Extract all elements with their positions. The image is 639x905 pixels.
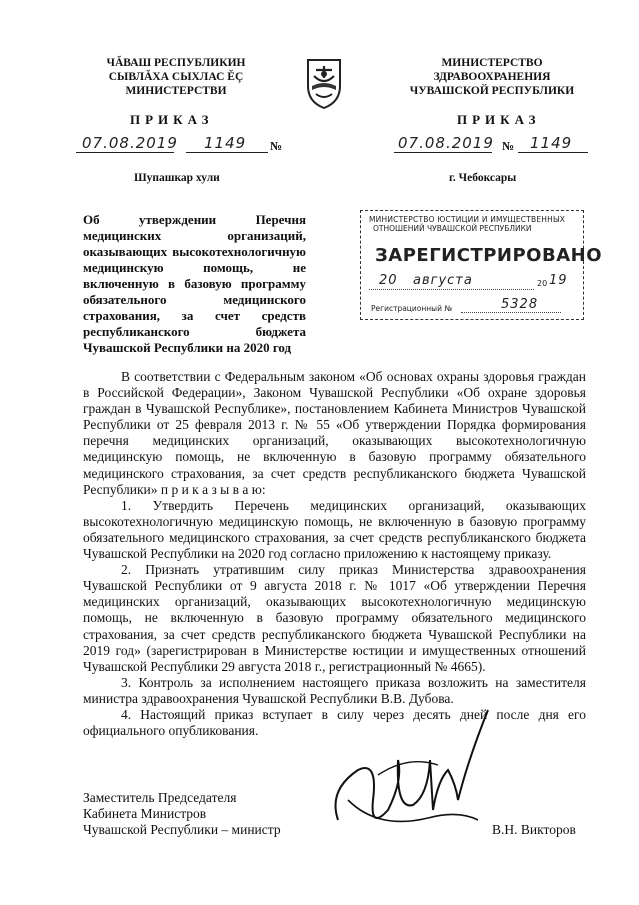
header-left-org xyxy=(78,56,274,98)
header-right-line: ЧУВАШСКОЙ РЕСПУБЛИКИ xyxy=(409,85,575,97)
stamp-org-line: МИНИСТЕРСТВО ЮСТИЦИИ И ИМУЩЕСТВЕННЫХ xyxy=(369,215,566,224)
stamp-reg-number: 5328 xyxy=(501,297,539,312)
date-left: 07.08.2019 xyxy=(82,134,178,152)
signatory-line: Заместитель Председателя xyxy=(83,790,237,805)
document-body xyxy=(83,369,586,739)
signatory-line: Чувашской Республики – министр xyxy=(83,822,281,837)
doc-type-right: ПРИКАЗ xyxy=(457,112,541,127)
date-number-right xyxy=(394,134,604,156)
signatory-line: Кабинета Министров xyxy=(83,806,207,821)
stamp-status: ЗАРЕГИСТРИРОВАНО xyxy=(375,245,602,266)
paragraph-item-4: 4. Настоящий приказ вступает в силу через десять дней после дня его официального опубликования. xyxy=(83,706,586,739)
document-title: Об утверждении Перечня медицинских организаций, оказывающих высокотехнологичную медицинскую помощь, не включенную в базовую программу обязательного медицинского страхования, за счет средств республиканского бюджета Чувашской Республики на 2020 год xyxy=(83,212,306,355)
signatory-position xyxy=(83,790,281,838)
no-sign-left: № xyxy=(270,139,283,153)
header-right-org xyxy=(392,56,592,98)
number-underline xyxy=(518,152,588,153)
header-right-line: МИНИСТЕРСТВО xyxy=(441,57,543,69)
stamp-day: 20 xyxy=(379,273,398,288)
handwritten-signature xyxy=(318,700,498,850)
signatory-name: В.Н. Викторов xyxy=(492,822,576,837)
header-left-line: МИНИСТЕРСТВИ xyxy=(125,85,227,97)
registration-stamp xyxy=(360,210,602,320)
number-right: 1149 xyxy=(530,134,573,152)
number-left: 1149 xyxy=(204,134,247,152)
paragraph-item-2: 2. Признать утратившим силу приказ Министерства здравоохранения Чувашской Республики от 9 августа 2018 г. № 1017 «Об утверждении Перечня медицинских организаций, оказывающих высокотехнологичную медицинскую помощь, не включенную в базовую программу обязательного медицинского страхования, за счет средств республиканского бюджета Чувашской Республики на 2019 год» (зарегистрирован в Министерстве юстиции и имущественных отношений Чувашской Республики 29 августа 2018 г., регистрационный № 4665). xyxy=(83,562,586,674)
stamp-reg-label: Регистрационный № xyxy=(371,304,453,313)
stamp-year: 19 xyxy=(549,273,568,288)
stamp-org-line: ОТНОШЕНИЙ ЧУВАШСКОЙ РЕСПУБЛИКИ xyxy=(373,224,532,233)
paragraph-preamble: В соответствии с Федеральным законом «Об основах охраны здоровья граждан в Российской Федерации», Законом Чувашской Республики «Об охране здоровья граждан в Чувашской Республике», постановлением Кабинета Министров Чувашской Республики от 25 февраля 2013 г. № 55 «Об утверждении Порядка формирования перечня медицинских организаций, оказывающих высокотехнологичную медицинскую помощь, не включенную в базовую программу обязательного медицинского страхования, за счет средств республиканского бюджета Чувашской Республики» п р и к а з ы в а ю: xyxy=(83,369,586,497)
number-underline xyxy=(186,152,268,153)
stamp-year-prefix: 20 xyxy=(537,279,548,288)
header-left-line: ЧĂВАШ РЕСПУБЛИКИН xyxy=(106,57,246,69)
date-underline xyxy=(394,152,492,153)
coat-of-arms-emblem xyxy=(300,56,348,110)
header-left-line: СЫВЛĂХА СЫХЛАС ĔÇ xyxy=(108,71,244,83)
header-right-line: ЗДРАВООХРАНЕНИЯ xyxy=(433,71,551,83)
stamp-reg-underline xyxy=(461,312,561,313)
no-sign-right: № xyxy=(502,139,515,153)
stamp-month: августа xyxy=(413,273,473,288)
date-right: 07.08.2019 xyxy=(398,134,494,152)
place-left: Шупашкар хули xyxy=(134,172,220,184)
paragraph-item-3: 3. Контроль за исполнением настоящего приказа возложить на заместителя министра здравоохранения Чувашской Республики В.В. Дубова. xyxy=(83,674,586,706)
stamp-date-line xyxy=(369,273,569,293)
place-right: г. Чебоксары xyxy=(449,172,517,184)
date-number-left xyxy=(76,134,286,156)
doc-type-left: ПРИКАЗ xyxy=(130,112,214,127)
paragraph-item-1: 1. Утвердить Перечень медицинских организаций, оказывающих высокотехнологичную медицинскую помощь, не включенную в базовую программу обязательного медицинского страхования, за счет средств республиканского бюджета Чувашской Республики на 2020 год согласно приложению к настоящему приказу. xyxy=(83,497,586,562)
date-underline xyxy=(76,152,174,153)
stamp-date-underline xyxy=(369,289,534,290)
